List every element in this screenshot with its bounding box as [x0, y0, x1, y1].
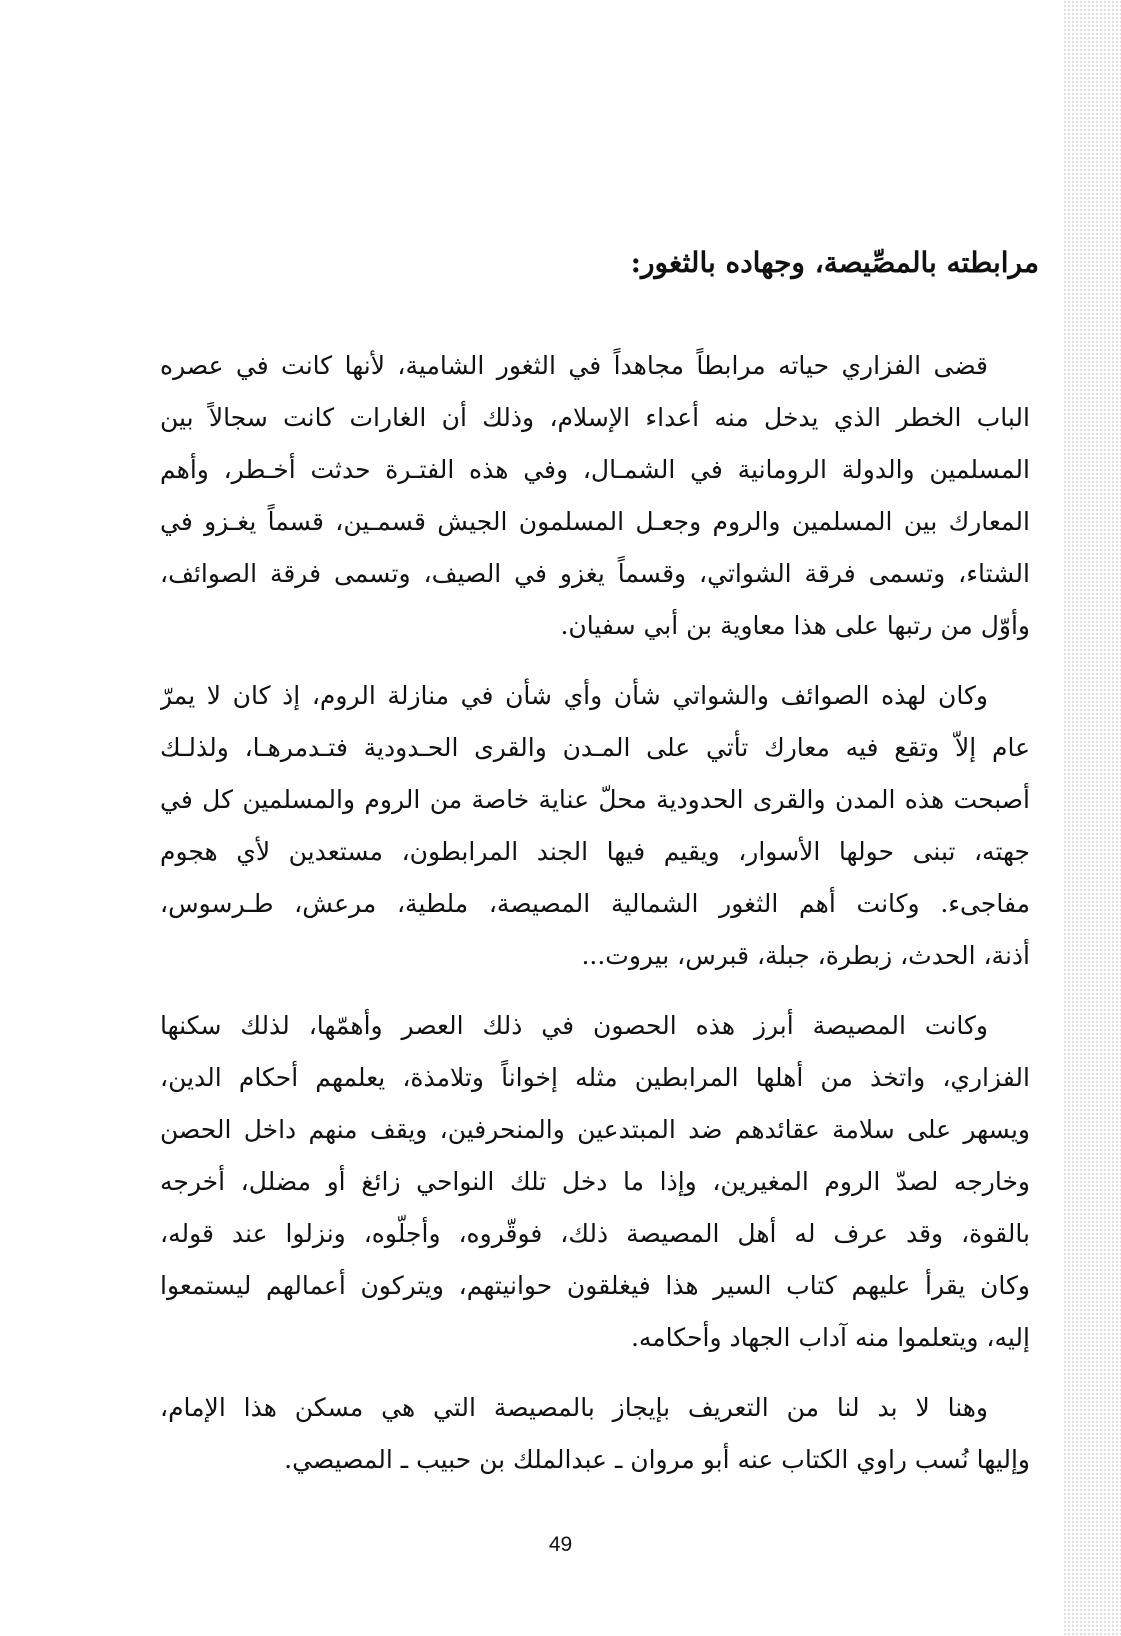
- paragraph-4: [160, 1382, 1030, 1486]
- body-text: [160, 340, 1030, 1504]
- text-line: وخارجه لصدّ الروم المغيرين، وإذا ما دخل تلك النواحي زائغ أو مضلل، أخرجه: [160, 1167, 1030, 1196]
- text-line: الشتاء، وتسمى فرقة الشواتي، وقسماً يغزو في الصيف، وتسمى فرقة الصوائف،: [160, 559, 1030, 588]
- text-line: وكان يقرأ عليهم كتاب السير هذا فيغلقون حوانيتهم، ويتركون أعمالهم ليستمعوا: [160, 1271, 1030, 1300]
- text-line: وأوّل من رتبها على هذا معاوية بن أبي سفيان.: [560, 611, 1030, 640]
- text-line: أذنة، الحدث، زبطرة، جبلة، قبرس، بيروت...: [581, 941, 1030, 970]
- paragraph-3: [160, 1000, 1030, 1364]
- paragraph-2: [160, 670, 1030, 982]
- paragraph-1: [160, 340, 1030, 652]
- text-line: الباب الخطر الذي يدخل منه أعداء الإسلام، وذلك أن الغارات كانت سجالاً بين: [160, 403, 1030, 432]
- text-line: المعارك بين المسلمين والروم وجعـل المسلمون الجيش قسمـين، قسماً يغـزو في: [160, 507, 1030, 536]
- text-line: المسلمين والدولة الرومانية في الشمـال، وفي هذه الفتـرة حدثت أخـطر، وأهم: [160, 455, 1030, 484]
- text-line: وإليها نُسب راوي الكتاب عنه أبو مروان ـ عبدالملك بن حبيب ـ المصيصي.: [284, 1445, 1030, 1474]
- text-line: قضى الفزاري حياته مرابطاً مجاهداً في الثغور الشامية، لأنها كانت في عصره: [160, 351, 988, 380]
- text-line: أصبحت هذه المدن والقرى الحدودية محلّ عناية خاصة من الروم والمسلمين كل في: [160, 785, 1030, 814]
- page-number: 49: [548, 1533, 573, 1556]
- text-line: ويسهر على سلامة عقائدهم ضد المبتدعين والمنحرفين، ويقف منهم داخل الحصن: [160, 1115, 1030, 1144]
- text-line: جهته، تبنى حولها الأسوار، ويقيم فيها الجند المرابطون، مستعدين لأي هجوم: [160, 837, 1030, 866]
- text-line: الفزاري، واتخذ من أهلها المرابطين مثله إخواناً وتلامذة، يعلمهم أحكام الدين،: [160, 1063, 1030, 1092]
- text-line: وهنا لا بد لنا من التعريف بإيجاز بالمصيصة التي هي مسكن هذا الإمام،: [160, 1393, 988, 1422]
- section-heading: مرابطته بالمصِّيصة، وجهاده بالثغور:: [630, 246, 1039, 279]
- text-line: مفاجىء. وكانت أهم الثغور الشمالية المصيصة، ملطية، مرعش، طـرسوس،: [160, 889, 1030, 918]
- text-line: عام إلاّ وتقع فيه معارك تأتي على المـدن والقرى الحـدودية فتـدمرهـا، ولذلـك: [160, 733, 1030, 762]
- text-line: وكان لهذه الصوائف والشواتي شأن وأي شأن في منازلة الروم، إذ كان لا يمرّ: [160, 681, 988, 710]
- text-line: بالقوة، وقد عرف له أهل المصيصة ذلك، فوقّروه، وأجلّوه، ونزلوا عند قوله،: [160, 1219, 1030, 1248]
- text-line: إليه، ويتعلموا منه آداب الجهاد وأحكامه.: [630, 1323, 1030, 1352]
- text-line: وكانت المصيصة أبرز هذه الحصون في ذلك العصر وأهمّها، لذلك سكنها: [160, 1011, 988, 1040]
